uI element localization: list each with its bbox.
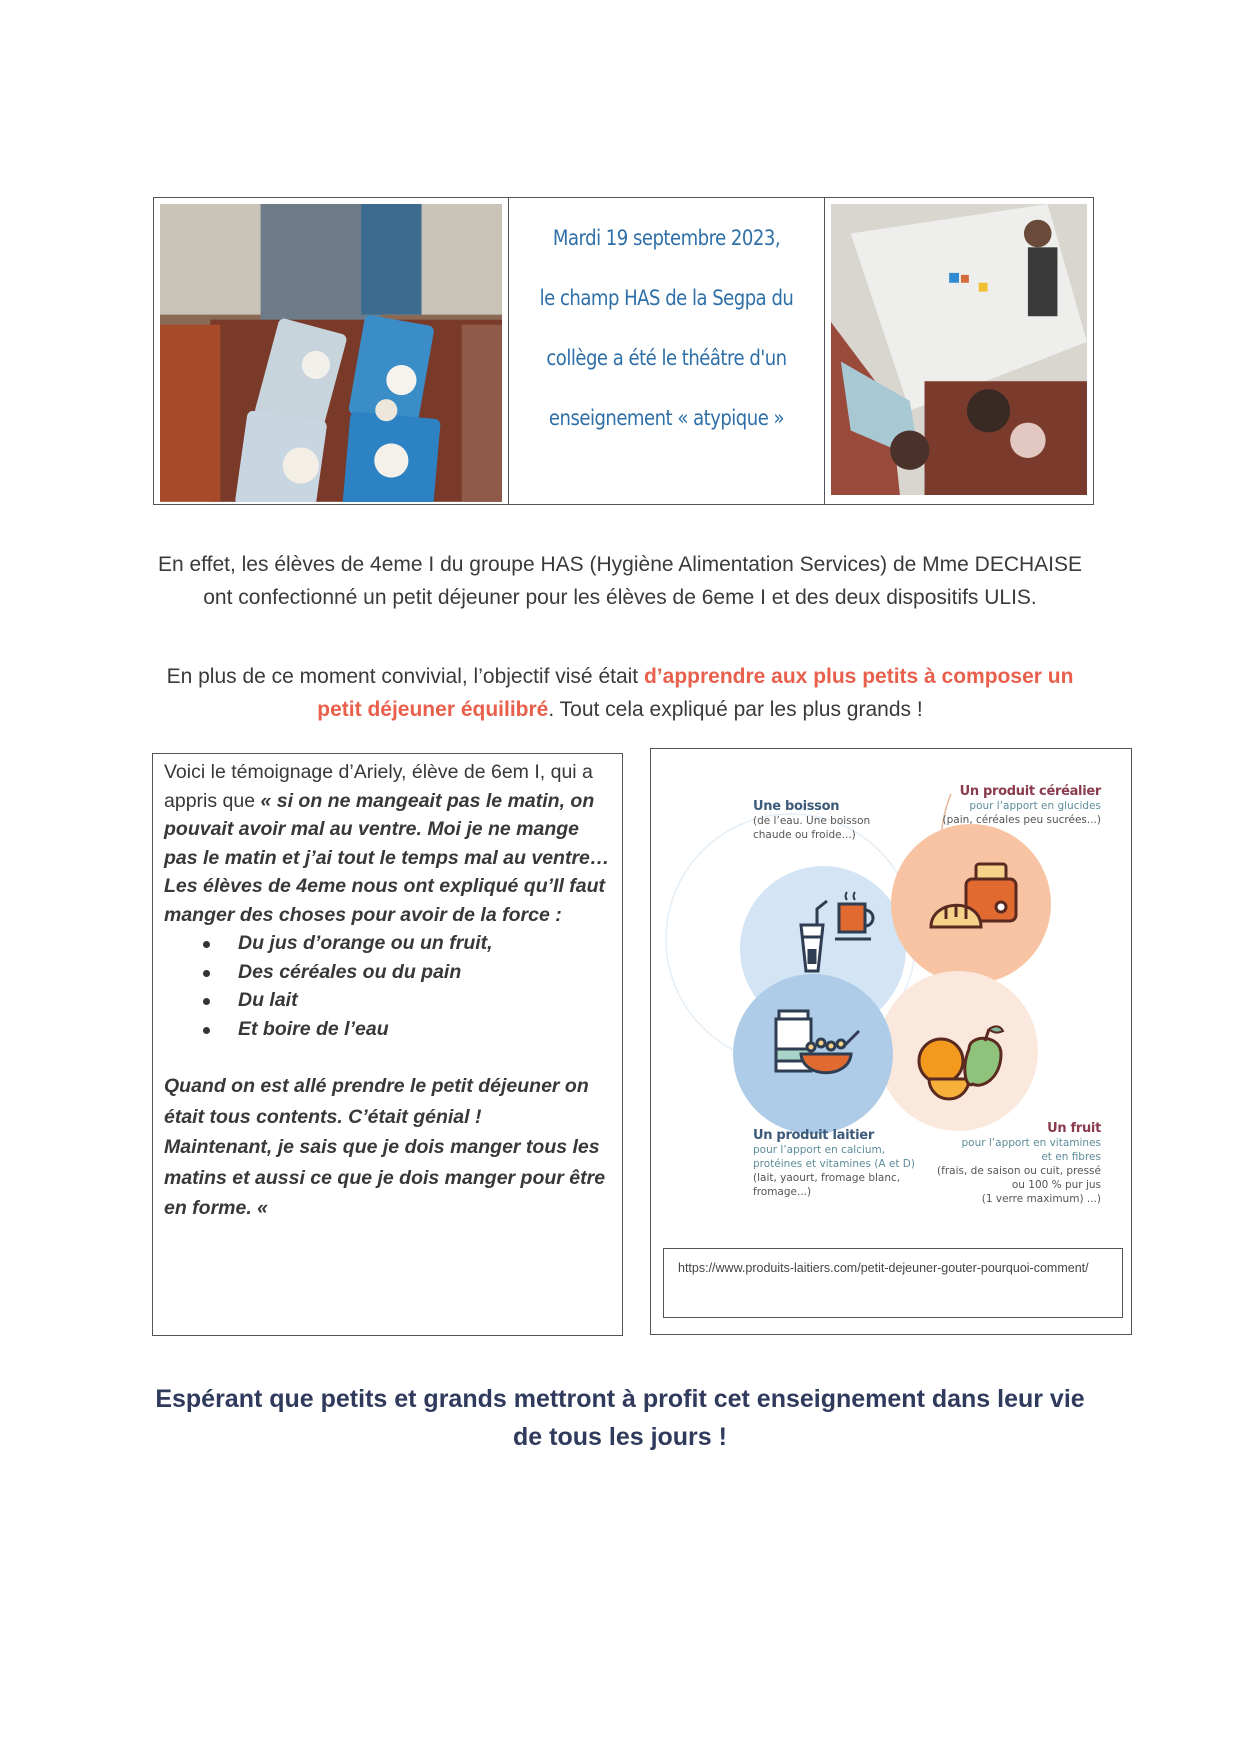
drink-label <box>753 799 870 842</box>
breakfast-photo <box>154 198 509 504</box>
closing-message: Espérant que petits et grands mettront à profit cet enseignement dans leur vie de tous les jours ! <box>155 1385 1085 1451</box>
fruit-label <box>937 1121 1101 1206</box>
drink-note: chaude ou froide...) <box>753 829 856 841</box>
source-url-link[interactable]: https://www.produits-laitiers.com/petit-dejeuner-gouter-pourquoi-comment/ <box>678 1261 1089 1275</box>
testimony-box <box>152 753 623 1336</box>
dairy-note: (lait, yaourt, fromage blanc, <box>753 1172 901 1184</box>
objective-paragraph <box>150 660 1090 726</box>
fruit-note: ou 100 % pur jus <box>1011 1179 1101 1191</box>
testimony-intro <box>164 758 612 872</box>
fruit-sub: pour l’apport en vitamines <box>961 1137 1101 1149</box>
list-item: Du lait <box>238 986 612 1015</box>
dairy-label <box>753 1128 915 1199</box>
list-item: Du jus d’orange ou un fruit, <box>238 929 612 958</box>
dairy-sub: protéines et vitamines (A et D) <box>753 1158 915 1170</box>
cereal-sub: pour l’apport en glucides <box>969 800 1101 812</box>
source-url-box <box>663 1248 1123 1318</box>
fruit-note: (1 verre maximum) ...) <box>981 1193 1101 1205</box>
objective-text-end: . Tout cela expliqué par les plus grands ! <box>548 698 923 721</box>
dairy-title: Un produit laitier <box>753 1128 874 1143</box>
objective-text: En plus de ce moment convivial, l’objectif visé était <box>166 665 644 688</box>
testimony-quote: « si on ne mangeait pas le matin, on pouvait avoir mal au ventre. Moi je ne mange pas le matin et j’ai tout le temps mal au ventre… <box>164 789 610 869</box>
testimony-quote-2: Les élèves de 4eme nous ont expliqué qu’Il faut manger des choses pour avoir de la force : <box>164 875 606 926</box>
list-item: Des céréales ou du pain <box>238 958 612 987</box>
testimony-intro-text: Voici le témoignage d’Ariely, élève de 6em I, qui a appris que <box>164 761 593 812</box>
cereal-label <box>943 784 1101 827</box>
fruit-sub: et en fibres <box>1041 1151 1101 1163</box>
objective-highlight: d’apprendre aux plus petits à composer un petit déjeuner équilibré <box>317 665 1074 721</box>
header-table <box>153 197 1094 505</box>
intro-paragraph: En effet, les élèves de 4eme I du groupe HAS (Hygiène Alimentation Services) de Mme DECHAISE ont confectionné un petit déjeuner pour les élèves de 6eme I et des deux dispositifs ULIS. <box>157 553 1083 609</box>
infographic-box <box>650 748 1132 1335</box>
cereal-note: (pain, céréales peu sucrées...) <box>942 814 1101 826</box>
fruit-note: (frais, de saison ou cuit, pressé <box>937 1165 1101 1177</box>
cereal-title: Un produit céréalier <box>959 784 1101 799</box>
classroom-photo <box>825 198 1093 504</box>
drink-title: Une boisson <box>753 799 840 814</box>
drink-note: (de l’eau. Une boisson <box>753 815 871 827</box>
list-item: Et boire de l’eau <box>238 1015 612 1044</box>
header-title-cell <box>509 198 825 504</box>
header-title-line: Mardi 19 septembre 2023, <box>552 226 781 250</box>
breakfast-list <box>164 929 612 1043</box>
dairy-note: fromage...) <box>753 1186 812 1198</box>
header-title-line: collège a été le théâtre d'un <box>546 346 787 370</box>
classroom-photo-image <box>831 204 1087 495</box>
fruit-title: Un fruit <box>1047 1121 1101 1136</box>
testimony-quote-4: Maintenant, je sais que je dois manger tous les matins et aussi ce que je dois manger pour être en forme. « <box>164 1136 606 1219</box>
testimony-quote-3: Quand on est allé prendre le petit déjeuner on était tous contents. C’était génial ! <box>164 1075 589 1128</box>
dairy-sub: pour l’apport en calcium, <box>753 1144 886 1156</box>
breakfast-photo-image <box>160 204 502 502</box>
header-title-line: le champ HAS de la Segpa du <box>539 286 794 310</box>
header-title-line: enseignement « atypique » <box>548 406 785 430</box>
